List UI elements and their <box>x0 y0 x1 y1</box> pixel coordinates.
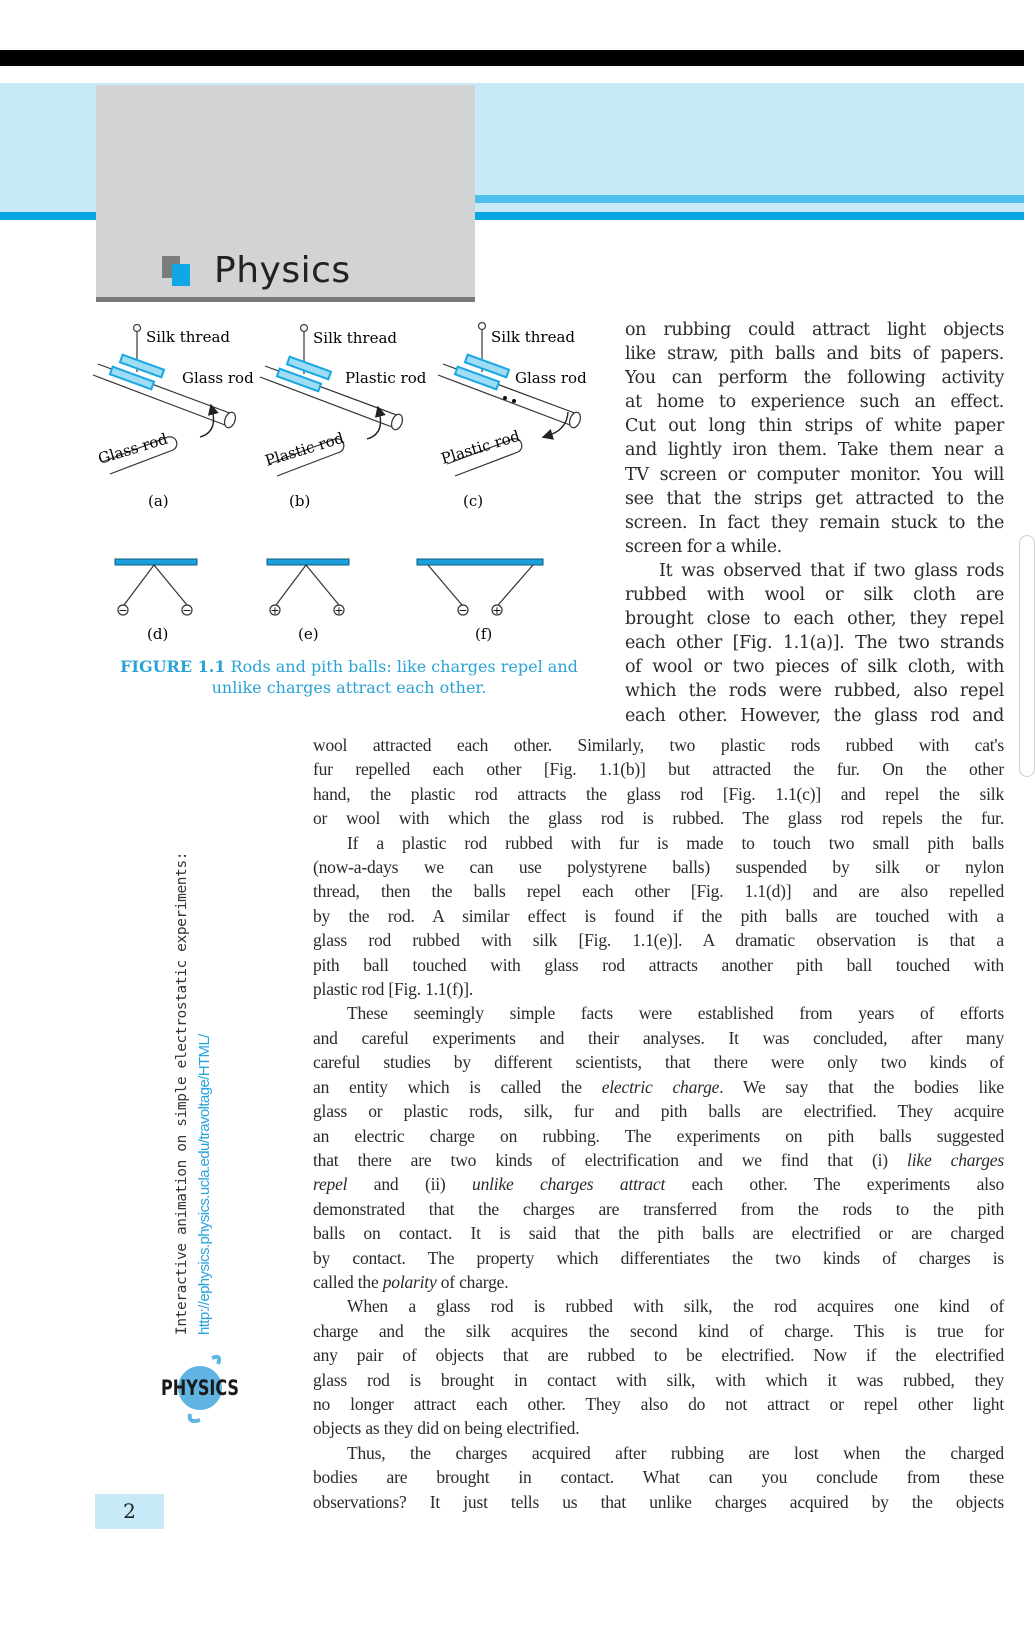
text-run: of charge. <box>436 1271 509 1292</box>
panel-label-d: (d) <box>147 625 169 643</box>
term-electric-charge: electric charge <box>601 1076 720 1097</box>
thread-label-a: Silk thread <box>146 328 231 346</box>
text-line: If a plastic rod rubbed with fur is made to touch two small pith balls <box>347 832 1004 853</box>
text-line <box>313 1075 1004 1099</box>
text-line: glass rod rubbed with silk [Fig. 1.1(e)]. A dramatic observation is that a <box>313 930 1004 951</box>
text-line: each other. However, the glass rod and <box>625 705 1004 726</box>
text-run: called the <box>313 1271 383 1292</box>
text-line: thread, then the balls repel each other [Fig. 1.1(d)] and are also repelled <box>313 881 1004 902</box>
section-title: Physics <box>214 250 351 291</box>
margin-note-caption: Interactive animation on simple electrostatic experiments: <box>174 851 190 1335</box>
text-line: careful studies by different scientists, that there were only two kinds of <box>313 1052 1004 1073</box>
text-line: which the rods were rubbed, also repel <box>625 681 1004 702</box>
text-line: pith ball touched with glass rod attracts another pith ball touched with <box>313 954 1004 975</box>
text-line: objects as they did on being electrified. <box>313 1418 580 1439</box>
text-line: These seemingly simple facts were established from years of efforts <box>347 1003 1004 1024</box>
text-line: any pair of objects that are rubbed to be electrified. Now if the electrified <box>313 1345 1004 1366</box>
text-line: balls on contact. It is said that the pith balls are electrified or are charged <box>313 1223 1004 1244</box>
text-line: like straw, pith balls and bits of papers. <box>625 344 1004 365</box>
text-run: . We say that the bodies like <box>719 1076 1005 1097</box>
panel-a <box>93 325 254 511</box>
figure-caption <box>94 656 604 698</box>
term-like-charges: like charges <box>907 1149 1004 1170</box>
text-line: wool attracted each other. Similarly, two plastic rods rubbed with cat's <box>313 735 1004 755</box>
text-line: You can perform the following activity <box>625 368 1004 389</box>
panel-label-c: (c) <box>463 492 484 510</box>
text-line: and lightly iron them. Take them near a <box>625 440 1004 461</box>
text-line: observations? It just tells us that unlike charges acquired by the objects <box>313 1491 1004 1512</box>
text-line: TV screen or computer monitor. You will <box>625 464 1004 485</box>
text-line: each other [Fig. 1.1(a)]. The two strands <box>625 633 1004 654</box>
panel-e <box>267 559 349 643</box>
text-line <box>313 1148 1004 1172</box>
text-line <box>313 1172 1004 1196</box>
top-black-bar <box>0 50 1024 66</box>
ball-charge: + <box>270 604 280 617</box>
body-text <box>313 733 1004 1514</box>
text-line: at home to experience such an effect. <box>625 392 1004 413</box>
text-line: glass or plastic rods, silk, fur and pith balls are electrified. They acquire <box>313 1101 1004 1122</box>
thread-label-c: Silk thread <box>491 328 576 346</box>
lower-rod-label-c: Plastic rod <box>438 426 522 468</box>
text-line: glass rod is brought in contact with silk, with which it was rubbed, they <box>313 1369 1004 1390</box>
hanging-rod-label-c: Glass rod <box>515 369 587 387</box>
text-line: plastic rod [Fig. 1.1(f)]. <box>313 979 474 1000</box>
page-number: 2 <box>95 1494 164 1529</box>
figure-caption-text: Rods and pith balls: like charges repel and unlike charges attract each other. <box>211 657 578 697</box>
text-line: hand, the plastic rod attracts the glass rod [Fig. 1.1(c)] and repel the silk <box>313 783 1004 804</box>
text-line: no longer attract each other. They also do not attract or repel other light <box>313 1393 1004 1414</box>
text-line: and careful experiments and their analyses. It was concluded, after many <box>313 1027 1004 1048</box>
text-line: brought close to each other, they repel <box>625 609 1004 630</box>
lower-rod-label-a: Glass rod <box>95 429 170 468</box>
hanging-rod-label-b: Plastic rod <box>345 369 427 387</box>
text-line: fur repelled each other [Fig. 1.1(b)] but attracted the fur. On the other <box>313 759 1004 780</box>
ball-charge: − <box>118 604 128 617</box>
text-line: by the rod. A similar effect is found if the pith balls are touched with a <box>313 905 1004 926</box>
text-line: It was observed that if two glass rods <box>659 560 1004 581</box>
ball-charge: + <box>492 604 502 617</box>
panel-b <box>260 325 427 511</box>
text-line: Thus, the charges acquired after rubbing are lost when the charged <box>347 1442 1004 1463</box>
text-line: (now-a-days we can use polystyrene balls) suspended by silk or nylon <box>313 857 1004 878</box>
text-line: screen. In fact they remain stuck to the <box>625 512 1004 533</box>
text-run: that there are two kinds of electrification and we find that (i) <box>313 1149 908 1170</box>
panel-c <box>438 323 587 511</box>
text-line: bodies are brought in contact. What can you conclude from these <box>313 1467 1004 1488</box>
text-line: Cut out long thin strips of white paper <box>625 416 1004 437</box>
panel-label-a: (a) <box>148 492 169 510</box>
text-run: each other. The experiments also <box>665 1174 1005 1195</box>
text-line: see that the strips get attracted to the <box>625 488 1004 509</box>
text-line: When a glass rod is rubbed with silk, the rod acquires one kind of <box>347 1296 1004 1317</box>
text-line: charge and the silk acquires the second kind of charge. This is true for <box>313 1320 1004 1341</box>
physics-logo <box>150 1350 250 1425</box>
text-line: by contact. The property which differentiates the two kinds of charges is <box>313 1247 1004 1268</box>
margin-note <box>174 815 224 1335</box>
panel-label-f: (f) <box>475 625 493 643</box>
section-icon <box>162 256 194 288</box>
text-line: rubbed with wool or silk cloth are <box>625 585 1004 606</box>
text-line: on rubbing could attract light objects <box>625 320 1004 340</box>
text-line: an electric charge on rubbing. The experiments on pith balls suggested <box>313 1125 1004 1146</box>
term-repel: repel <box>313 1174 348 1195</box>
figure-caption-label: FIGURE 1.1 <box>120 657 226 676</box>
logo-text: PHYSICS <box>161 1376 239 1400</box>
header-rule-light <box>475 195 1024 203</box>
hanging-rod-label-a: Glass rod <box>182 369 254 387</box>
text-line <box>313 1270 1004 1294</box>
margin-note-link[interactable]: http://ephysics.physics.ucla.edu/travoltage/HTML/ <box>196 1034 213 1335</box>
text-line: screen for a while. <box>625 536 782 557</box>
lower-rod-label-b: Plastic rod <box>262 428 346 470</box>
scrollbar-handle[interactable] <box>1019 535 1035 777</box>
ball-charge: − <box>458 604 468 617</box>
panel-label-e: (e) <box>298 625 319 643</box>
right-column-text <box>625 318 1004 728</box>
thread-label-b: Silk thread <box>313 329 398 347</box>
figure-1-1 <box>90 312 610 712</box>
ball-charge: + <box>334 604 344 617</box>
panel-label-b: (b) <box>289 492 311 510</box>
panel-f <box>417 559 543 643</box>
term-polarity: polarity <box>382 1271 437 1292</box>
term-unlike-charges-attract: unlike charges attract <box>472 1174 666 1195</box>
text-line: or wool with which the glass rod is rubbed. The glass rod repels the fur. <box>313 808 1004 829</box>
ball-charge: − <box>182 604 192 617</box>
text-run: an entity which is called the <box>313 1076 602 1097</box>
text-line: of wool or two pieces of silk cloth, with <box>625 657 1004 678</box>
text-line: demonstrated that the charges are transferred from the rods to the pith <box>313 1198 1004 1219</box>
text-run: and (ii) <box>347 1174 473 1195</box>
panel-d <box>115 559 197 643</box>
